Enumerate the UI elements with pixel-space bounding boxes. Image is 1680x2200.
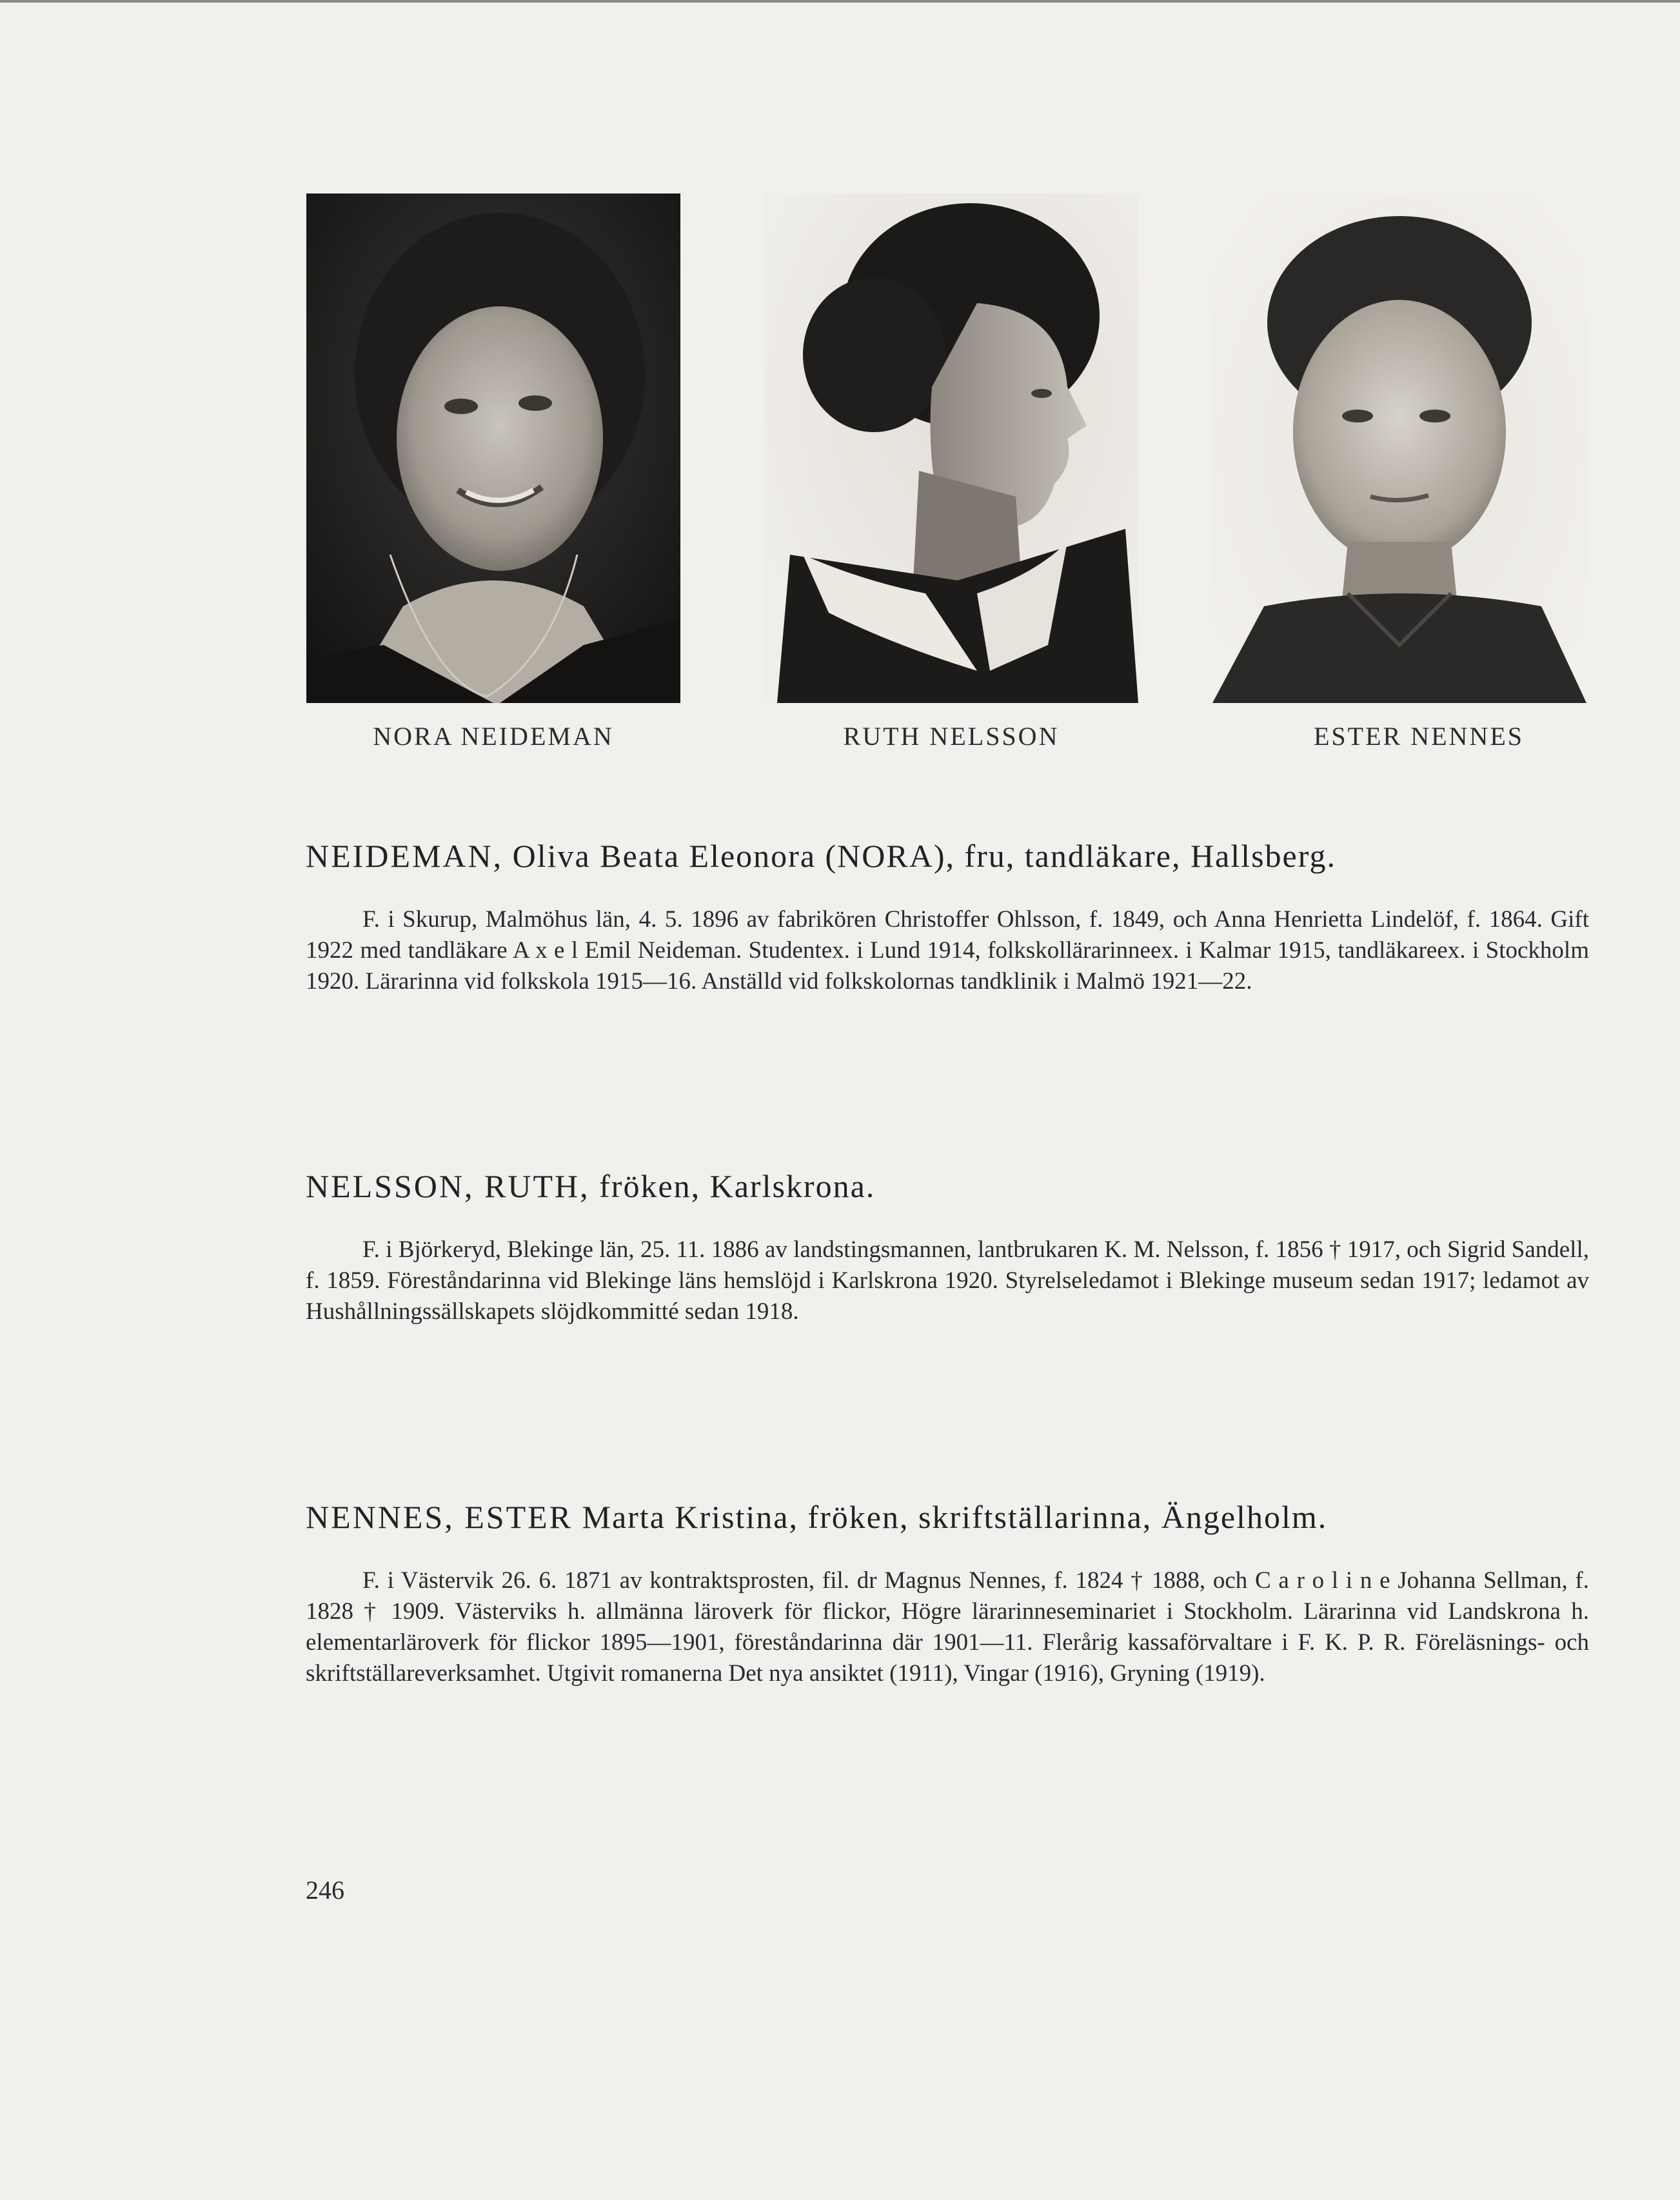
biography-entry bbox=[306, 837, 1589, 997]
page-number: 246 bbox=[306, 1876, 344, 1905]
portrait-photo-nora-neideman bbox=[306, 193, 680, 703]
entry-heading-details: fröken, Karlskrona. bbox=[599, 1168, 876, 1204]
portrait-caption: NORA NEIDEMAN bbox=[373, 722, 614, 751]
entry-heading-name: NEIDEMAN, bbox=[306, 838, 504, 874]
page-top-edge bbox=[0, 0, 1680, 3]
portrait-caption: RUTH NELSSON bbox=[843, 722, 1060, 751]
biography-entry bbox=[306, 1167, 1589, 1327]
portrait-photo-ruth-nelsson bbox=[764, 193, 1138, 703]
entry-body: F. i Västervik 26. 6. 1871 av kontraktsprosten, fil. dr Magnus Nennes, f. 1824 † 1888, och C a r o l i n e Johanna Sellman, f. 1828 † 1909. Västerviks h. allmänna läroverk för flickor, Högre lärarinneseminariet i Stockholm. Lärarinna vid Landskrona h. elementarläroverk för flickor 1895—1901, föreståndarinna där 1901—11. Flerårig kassaförvaltare i F. K. P. R. Föreläsnings- och skriftställareverksamhet. Utgivit romanerna Det nya ansiktet (1911), Vingar (1916), Gryning (1919). bbox=[306, 1567, 1589, 1687]
entry-heading bbox=[306, 1167, 1589, 1205]
entry-heading-details: Marta Kristina, fröken, skriftställarinna, Ängelholm. bbox=[582, 1499, 1328, 1535]
entry-heading-name: NELSSON, RUTH, bbox=[306, 1168, 590, 1204]
entry-heading-name: NENNES, ESTER bbox=[306, 1499, 573, 1535]
entry-body: F. i Skurup, Malmöhus län, 4. 5. 1896 av fabrikören Christoffer Ohlsson, f. 1849, och Anna Henrietta Lindelöf, f. 1864. Gift 1922 med tandläkare A x e l Emil Neideman. Studentex. i Lund 1914, folkskollärarinneex. i Kalmar 1915, tandläkareex. i Stockholm 1920. Lärarinna vid folkskola 1915—16. Anställd vid folkskolornas tandklinik i Malmö 1921—22. bbox=[306, 906, 1589, 995]
entry-heading bbox=[306, 837, 1589, 875]
entry-heading-details: Oliva Beata Eleonora (NORA), fru, tandläkare, Hallsberg. bbox=[512, 838, 1336, 874]
biography-entry bbox=[306, 1498, 1589, 1689]
entry-body: F. i Björkeryd, Blekinge län, 25. 11. 1886 av landstingsmannen, lantbrukaren K. M. Nelsson, f. 1856 † 1917, och Sigrid Sandell, f. 1859. Föreståndarinna vid Blekinge läns hemslöjd i Karlskrona 1920. Styrelseledamot i Blekinge museum sedan 1917; ledamot av Hushållningssällskapets slöjdkommitté sedan 1918. bbox=[306, 1236, 1589, 1325]
portrait-photo-ester-nennes bbox=[1212, 193, 1586, 703]
portrait-caption: ESTER NENNES bbox=[1314, 722, 1524, 751]
entry-heading bbox=[306, 1498, 1589, 1536]
